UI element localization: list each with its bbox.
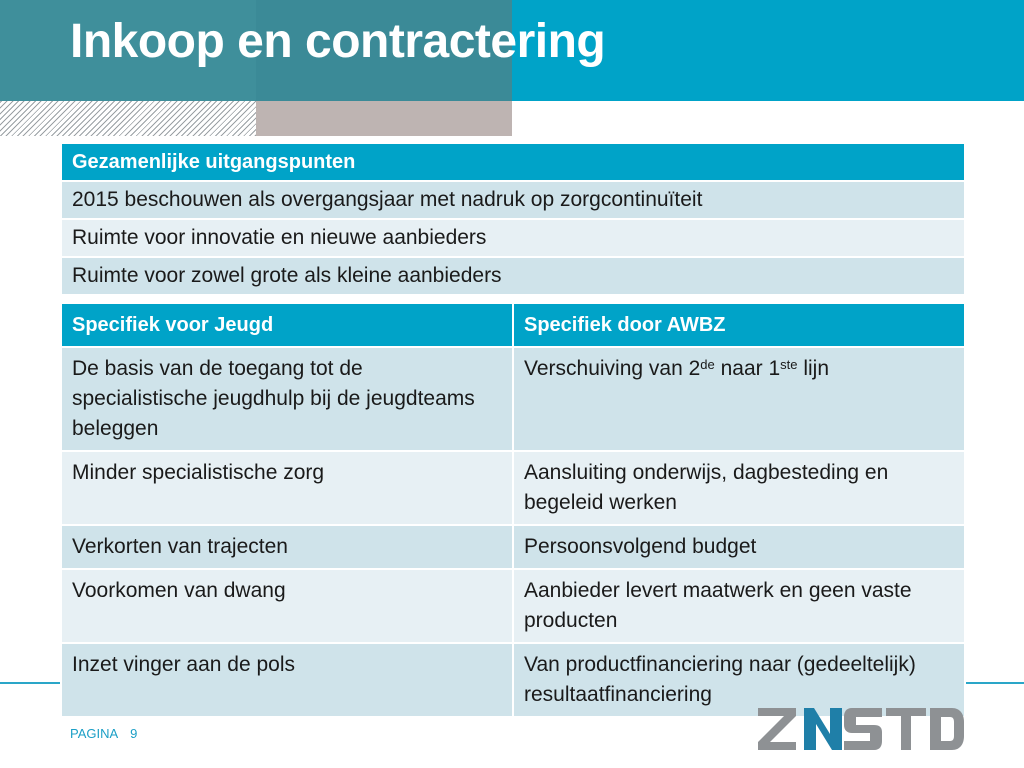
cell-text: lijn (797, 357, 829, 380)
table-cell: De basis van de toegang tot de specialistische jeugdhulp bij de jeugdteams beleggen (61, 347, 513, 451)
slide-title: Inkoop en contractering (70, 15, 606, 68)
table-row: Ruimte voor innovatie en nieuwe aanbieders (61, 219, 965, 257)
page-label: PAGINA (70, 726, 119, 741)
header-youth: Specifiek voor Jeugd (61, 303, 513, 347)
footer-divider-right (966, 682, 1024, 684)
header-awbz: Specifiek door AWBZ (513, 303, 965, 347)
table-cell: Van productfinanciering naar (gedeeltelijk) resultaatfinanciering (513, 643, 965, 717)
general-principles-table (60, 142, 966, 296)
general-principles-header: Gezamenlijke uitgangspunten (61, 143, 965, 181)
znstd-logo (756, 704, 966, 752)
specific-table (60, 302, 966, 718)
table-cell: Verkorten van trajecten (61, 525, 513, 569)
page-number: 9 (130, 726, 138, 741)
table-cell: Persoonsvolgend budget (513, 525, 965, 569)
header-accent-block (256, 101, 512, 136)
table-cell: Voorkomen van dwang (61, 569, 513, 643)
footer-divider-left (0, 682, 60, 684)
superscript: de (700, 357, 715, 372)
cell-text: Verschuiving van 2 (524, 357, 701, 380)
table-cell: Aansluiting onderwijs, dagbesteding en begeleid werken (513, 451, 965, 525)
table-cell: Aanbieder levert maatwerk en geen vaste producten (513, 569, 965, 643)
table-cell: Inzet vinger aan de pols (61, 643, 513, 717)
table-row: Ruimte voor zowel grote als kleine aanbieders (61, 257, 965, 295)
superscript: ste (780, 357, 798, 372)
table-cell: Minder specialistische zorg (61, 451, 513, 525)
page-indicator (70, 726, 137, 741)
cell-text: naar 1 (714, 357, 781, 380)
table-cell (513, 347, 965, 451)
table-row: 2015 beschouwen als overgangsjaar met nadruk op zorgcontinuïteit (61, 181, 965, 219)
